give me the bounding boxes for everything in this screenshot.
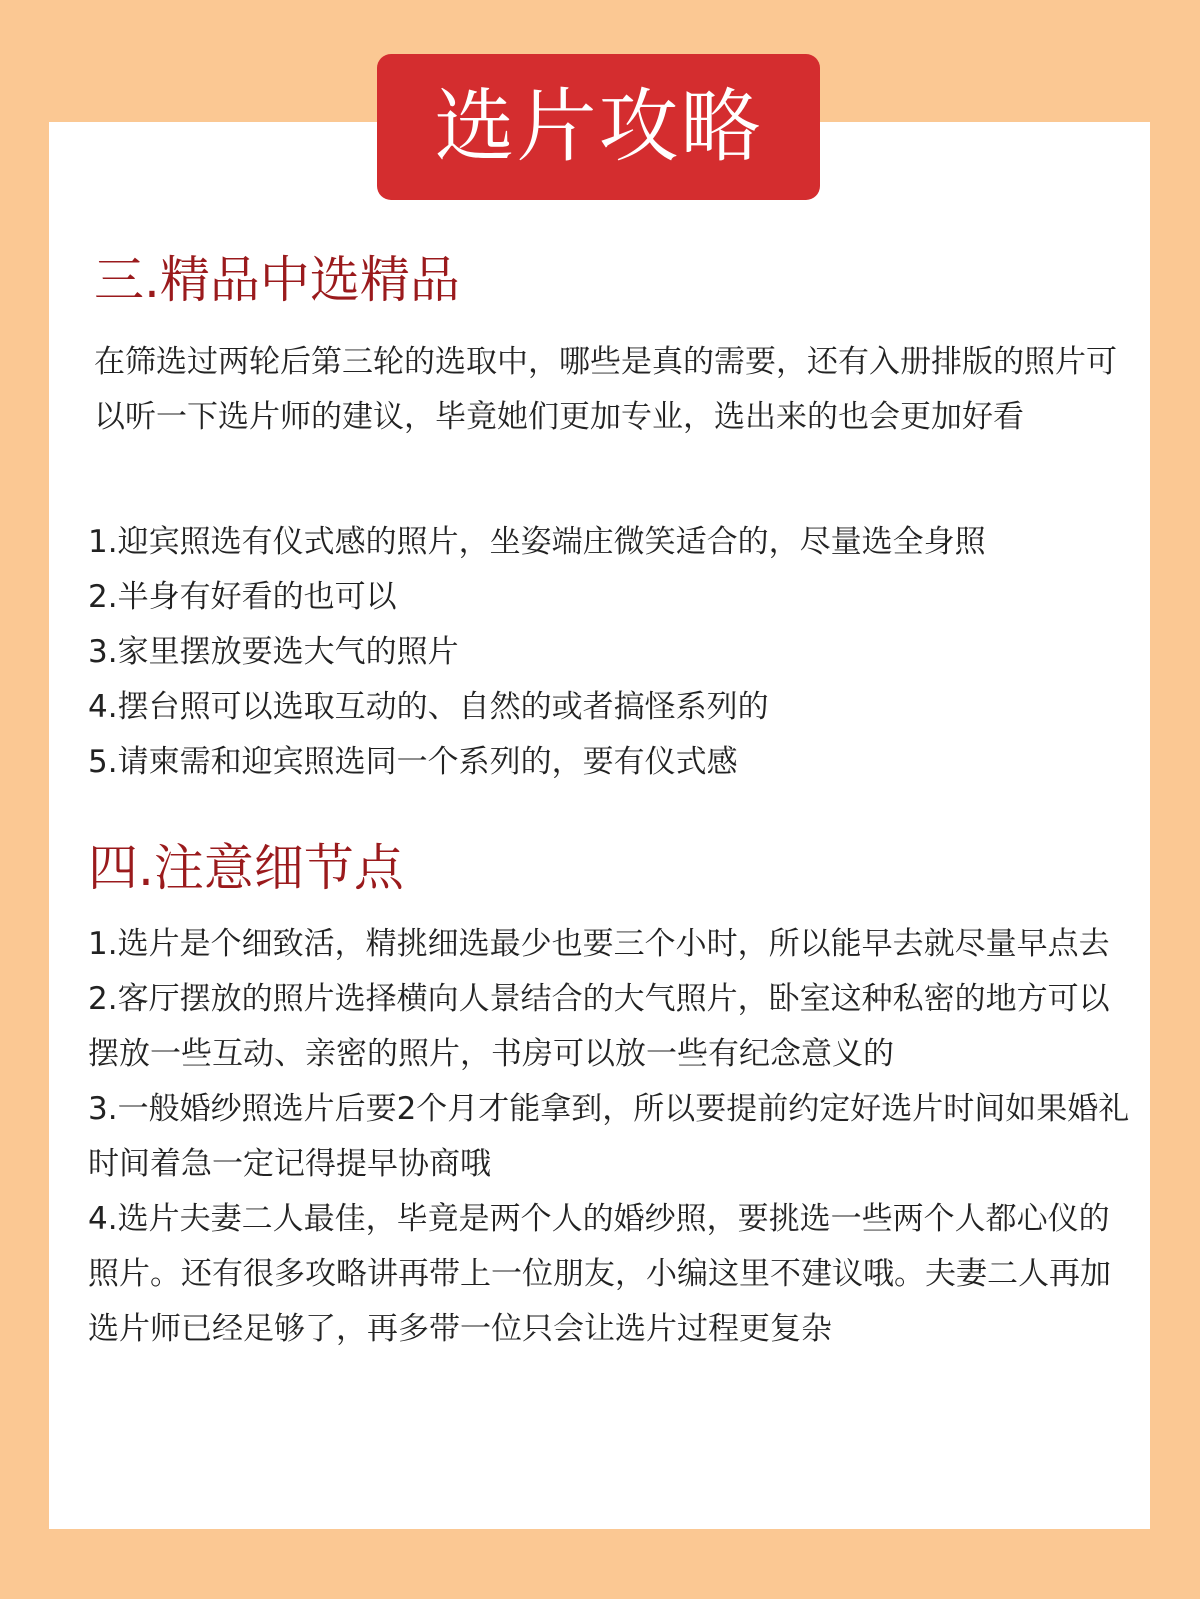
section-3-list: [88, 515, 1138, 790]
list-item: 3.家里摆放要选大气的照片: [88, 634, 459, 670]
section-3-heading: 三.精品中选精品: [94, 251, 460, 309]
list-item: 5.请柬需和迎宾照选同一个系列的，要有仪式感: [88, 744, 738, 780]
list-item: 4.选片夫妻二人最佳，毕竟是两个人的婚纱照，要挑选一些两个人都心仪的照片。还有很多攻略讲再带上一位朋友，小编这里不建议哦。夫妻二人再加选片师已经足够了，再多带一位只会让选片过程更复杂: [88, 1201, 1111, 1347]
list-item: 1.选片是个细致活，精挑细选最少也要三个小时，所以能早去就尽量早点去: [88, 926, 1110, 962]
list-item: 4.摆台照可以选取互动的、自然的或者搞怪系列的: [88, 689, 769, 725]
title-banner: 选片攻略: [377, 54, 820, 200]
list-item: 2.客厅摆放的照片选择横向人景结合的大气照片，卧室这种私密的地方可以摆放一些互动、亲密的照片，书房可以放一些有纪念意义的: [88, 981, 1110, 1072]
list-item: 3.一般婚纱照选片后要2个月才能拿到，所以要提前约定好选片时间如果婚礼时间着急一定记得提早协商哦: [88, 1091, 1130, 1182]
list-item: 1.迎宾照选有仪式感的照片，坐姿端庄微笑适合的，尽量选全身照: [88, 524, 986, 560]
list-item: 2.半身有好看的也可以: [88, 579, 397, 615]
section-4-list: [88, 917, 1138, 1357]
section-3-paragraph: 在筛选过两轮后第三轮的选取中，哪些是真的需要，还有入册排版的照片可以听一下选片师的建议，毕竟她们更加专业，选出来的也会更加好看: [94, 344, 1117, 435]
section-4-heading: 四.注意细节点: [88, 839, 404, 897]
